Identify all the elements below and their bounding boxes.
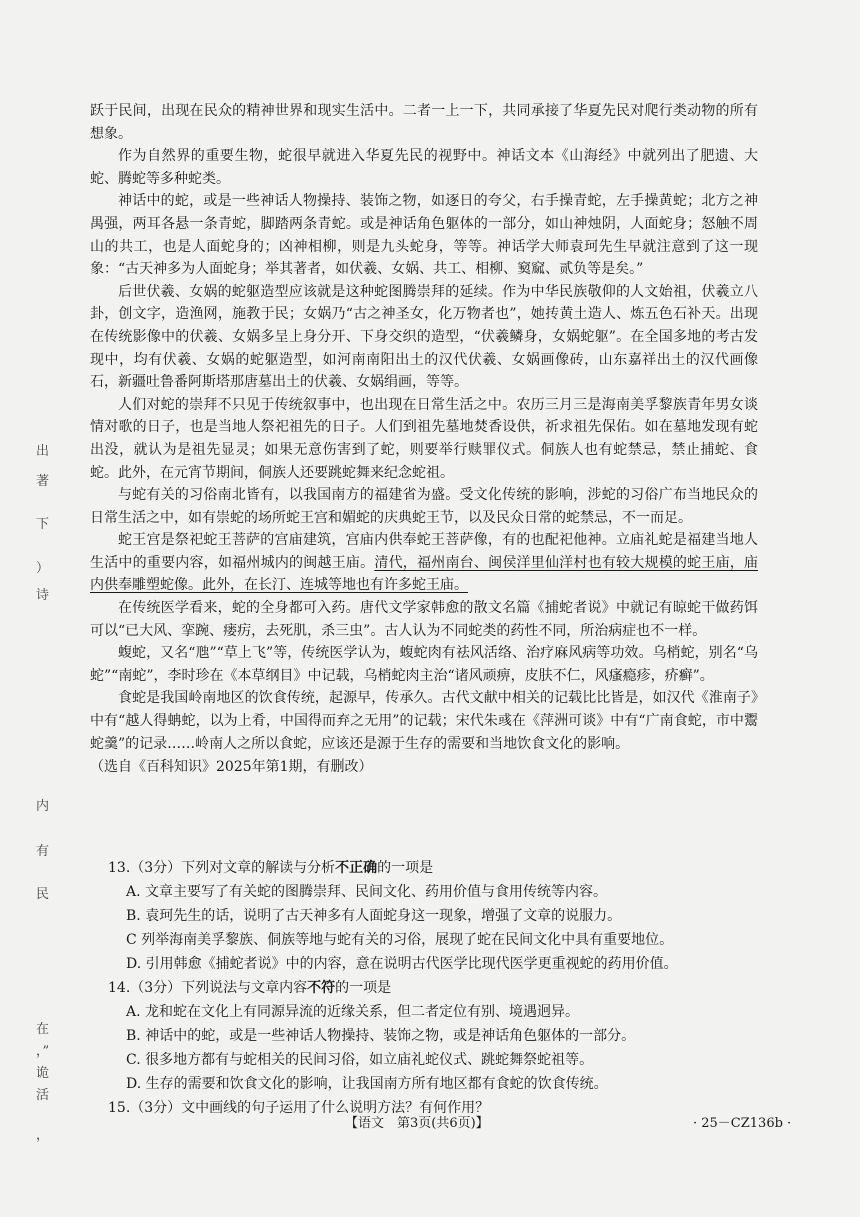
question-stem-text: 14.（3分）下列说法与文章内容 — [108, 980, 308, 996]
margin-char: 著 — [36, 474, 50, 489]
page-number: 【语文 第3页(共6页)】 — [345, 1116, 489, 1131]
article-paragraph: 人们对蛇的崇拜不只见于传统叙事中，也出现在日常生活之中。农历三月三是海南美孚黎族青年男女谈情对歌的日子，也是当地人祭祀祖先的日子。人们到祖先墓地焚香设供，祈求祖先保佑。如在墓地发现有蛇出没，就认为是祖先显灵；如果无意伤害到了蛇，则要举行赎罪仪式。侗族人也有蛇禁忌，禁止捕蛇、食蛇。此外，在元宵节期间，侗族人还要跳蛇舞来纪念蛇祖。 — [90, 396, 758, 481]
question-emphasis: 不符 — [307, 980, 336, 996]
underlined-sentence: 清代，福州南台、闽侯洋里仙洋村也有较大规模的蛇王庙，庙内供奉雕塑蛇像。此外，在长汀、连城等地也有许多蛇王庙。 — [90, 554, 759, 594]
question-14-stem — [108, 976, 768, 1000]
margin-char: 活 — [36, 1088, 50, 1103]
question-15-stem: 15.（3分）文中画线的句子运用了什么说明方法？有何作用？ — [108, 1100, 490, 1116]
question-13-option-a: A. 文章主要写了有关蛇的图腾崇拜、民间文化、药用价值与食用传统等内容。 — [126, 884, 608, 900]
margin-char: 出 — [36, 444, 50, 459]
question-stem-text: 的一项是 — [335, 980, 392, 996]
question-13-option-d: D. 引用韩愈《捕蛇者说》中的内容，意在说明古代医学比现代医学更重视蛇的药用价值。 — [126, 956, 678, 972]
article-paragraph: 在传统医学看来，蛇的全身都可入药。唐代文学家韩愈的散文名篇《捕蛇者说》中就记有晾蛇干做药饵可以“已大风、挛踠、瘘疠，去死肌，杀三虫”。古人认为不同蛇类的药性不同，所治病症也不一样。 — [90, 600, 758, 639]
margin-char: 内 — [36, 799, 50, 814]
article-paragraph: 跃于民间，出现在民众的精神世界和现实生活中。二者一上一下，共同承接了华夏先民对爬行类动物的所有想象。 — [90, 103, 758, 142]
question-stem-text: 13.（3分）下列对文章的解读与分析 — [108, 860, 336, 876]
question-13-option-b: B. 袁珂先生的话，说明了古天神多有人面蛇身这一现象，增强了文章的说服力。 — [126, 908, 622, 924]
margin-char: 下 — [36, 517, 50, 532]
paragraph-text: 蛇王宫是祭祀蛇王菩萨的宫庙建筑，宫庙内供奉蛇王菩萨像，有的也配祀他神。立庙礼蛇是福建当地人生活中的重要内容，如福州城内的闽越王庙。 — [90, 532, 758, 571]
margin-char: ， — [36, 1128, 50, 1143]
question-section — [108, 856, 768, 1120]
article-paragraph — [90, 529, 758, 597]
question-13-option-c: C 列举海南美孚黎族、侗族等地与蛇有关的习俗，展现了蛇在民间文化中具有重要地位。 — [126, 932, 674, 948]
margin-char: 民 — [36, 887, 50, 902]
exam-code: · 25－CZ136b · — [693, 1116, 792, 1131]
margin-char: ） — [36, 561, 50, 576]
question-14-option-a: A. 龙和蛇在文化上有同源异流的近缘关系，但二者定位有别、境遇迥异。 — [126, 1004, 580, 1020]
question-emphasis: 不正确 — [335, 860, 378, 876]
article-paragraph: 食蛇是我国岭南地区的饮食传统，起源早，传承久。古代文献中相关的记载比比皆是，如汉代《淮南子》中有“越人得蚺蛇，以为上肴，中国得而弃之无用”的记载；宋代朱彧在《萍洲可谈》中有“广南食蛇，市中鬻蛇羹”的记录……岭南人之所以食蛇，应该还是源于生存的需要和当地饮食文化的影响。 — [90, 690, 758, 752]
article-paragraph: 与蛇有关的习俗南北皆有，以我国南方的福建省为盛。受文化传统的影响，涉蛇的习俗广布当地民众的日常生活之中，如有崇蛇的场所蛇王宫和媚蛇的庆典蛇王节，以及民众日常的蛇禁忌，不一而足。 — [90, 487, 758, 526]
question-stem-text: 的一项是 — [377, 860, 434, 876]
article-paragraph: 神话中的蛇，或是一些神话人物操持、装饰之物，如逐日的夸父，右手操青蛇，左手操黄蛇；北方之神禺强，两耳各悬一条青蛇，脚踏两条青蛇。或是神话角色躯体的一部分，如山神烛阴，人面蛇身；怒触不周山的共工，也是人面蛇身的；凶神相柳，则是九头蛇身，等等。神话学大师袁珂先生早就注意到了这一现象：“古天神多为人面蛇身；举其著者，如伏羲、女娲、共工、相柳、窫窳、贰负等是矣。” — [90, 193, 758, 278]
question-14-option-d: D. 生存的需要和饮食文化的影响，让我国南方所有地区都有食蛇的饮食传统。 — [126, 1076, 608, 1092]
margin-char: 诗 — [36, 588, 50, 603]
margin-char: 诡 — [36, 1066, 50, 1081]
article-paragraph: 作为自然界的重要生物，蛇很早就进入华夏先民的视野中。神话文本《山海经》中就列出了肥遗、大蛇、腾蛇等多种蛇类。 — [90, 148, 758, 187]
margin-char: ，” — [36, 1044, 50, 1059]
article-body — [90, 100, 758, 779]
margin-char: 在 — [36, 1022, 50, 1037]
question-13-stem — [108, 856, 768, 880]
question-14-option-c: C. 很多地方都有与蛇相关的民间习俗，如立庙礼蛇仪式、跳蛇舞祭蛇祖等。 — [126, 1052, 594, 1068]
article-paragraph: 蝮蛇，又名“虺”“草上飞”等，传统医学认为，蝮蛇肉有祛风活络、治疗麻风病等功效。乌梢蛇，别名“乌蛇”“南蛇”，李时珍在《本草纲目》中记载，乌梢蛇肉主治“诸风顽痹，皮肤不仁，风瘙瘾疹，疥癣”。 — [90, 645, 758, 684]
margin-char: 有 — [36, 844, 50, 859]
question-14-option-b: B. 神话中的蛇，或是一些神话人物操持、装饰之物，或是神话角色躯体的一部分。 — [126, 1028, 636, 1044]
source-citation: （选自《百科知识》2025年第1期，有删改） — [90, 759, 373, 776]
article-paragraph: 后世伏羲、女娲的蛇躯造型应该就是这种蛇图腾崇拜的延续。作为中华民族敬仰的人文始祖，伏羲立八卦，创文字，造渔网，施教于民；女娲乃“古之神圣女，化万物者也”，她抟黄土造人、炼五色石补天。出现在传统影像中的伏羲、女娲多呈上身分开、下身交织的造型，“伏羲鳞身，女娲蛇躯”。在全国多地的考古发现中，均有伏羲、女娲的蛇躯造型，如河南南阳出土的汉代伏羲、女娲画像砖，山东嘉祥出土的汉代画像石，新疆吐鲁番阿斯塔那唐墓出土的伏羲、女娲绢画，等等。 — [90, 283, 758, 391]
